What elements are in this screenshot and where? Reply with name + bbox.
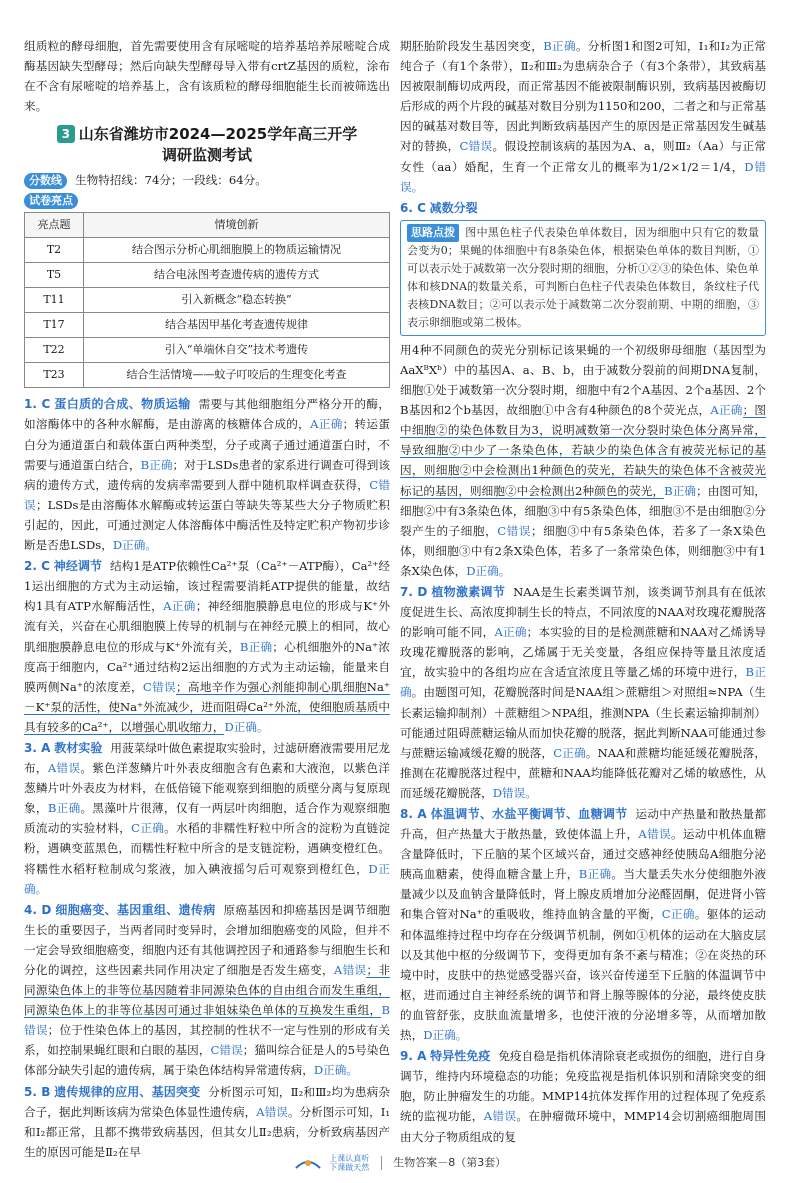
answer-6-heading — [400, 198, 766, 218]
table-row — [25, 238, 390, 263]
answer-text: 免疫自稳是指机体清除衰老或损伤的细胞，进行自身调节，维持内环境稳态的功能；免疫监视是指机体识别和清除突变的细胞，防止肿瘤发生的功能。MMP14抗体发挥作用的过程体现了免疫系统的监视功能， — [400, 1049, 766, 1124]
answer-topic: 蛋白质的合成、物质运输 — [54, 397, 191, 412]
answer-7 — [400, 582, 766, 803]
slogan-line-1: 上课认真听 — [329, 1154, 370, 1163]
answer-verdict: B正确 — [578, 867, 612, 882]
answer-verdict: B正确 — [400, 665, 766, 700]
page-label: 生物答案－8（第3套） — [393, 1156, 507, 1169]
answer-verdict: D正确。 — [313, 1063, 358, 1078]
answer-text: 期胚胎阶段发生基因突变， — [400, 39, 544, 53]
answer-5-continued — [400, 36, 766, 197]
answer-verdict: B正确 — [664, 483, 697, 498]
highlight-tag: 试卷亮点 — [24, 193, 78, 209]
answer-verdict: C正确 — [661, 907, 695, 922]
answer-number: 5. B — [24, 1084, 51, 1099]
answer-text: NAA是生长素类调节剂，该类调节剂具有在低浓度促进生长、高浓度抑制生长的特点，不同浓度的NAA对玫瑰花瓣脱落的影响可能不同， — [400, 584, 766, 640]
left-column — [24, 36, 390, 1163]
answer-text: ；猫叫综合征是人的5号染色体部分缺失引起的遗传病，属于染色体结构异常遗传病， — [24, 1043, 390, 1078]
answer-text: 。由题图可知，花瓣脱落时间是NAA组＞蔗糖组＞对照组≈NPA（生长素运输抑制剂）＋蔗糖组＞NPA组，推测NPA（生长素运输抑制剂）可能通过阻碍蔗糖运输从而加快花瓣的脱落，据此判断NAA可能通过参与蔗糖运输减缓花瓣的脱落， — [400, 685, 766, 760]
exam-heading — [24, 124, 390, 166]
answer-number: 7. D — [400, 584, 428, 599]
publisher-slogan — [329, 1154, 369, 1172]
table-cell: T17 — [25, 313, 84, 338]
answer-text: 。NAA和蔗糖均能延缓花瓣脱落，推测在花瓣脱落过程中，蔗糖和NAA均能降低花瓣对乙烯的敏感性，从而延缓花瓣脱落， — [400, 745, 766, 800]
intro-paragraph: 组质粒的酵母细胞，首先需要使用含有尿嘧啶的培养基培养尿嘧啶合成酶基因缺失型酵母；然后向缺失型酵母导入带有crtZ基因的质粒，涂布在不含有尿嘧啶的培养基上，含有该质粒的酵母细胞能生长而被筛选出来。 — [24, 39, 390, 114]
answer-verdict: A错误 — [333, 963, 367, 977]
answer-topic: 减数分裂 — [429, 200, 478, 215]
table-cell: T2 — [25, 238, 84, 263]
answer-verdict: A错误 — [483, 1109, 517, 1124]
answer-1 — [24, 394, 390, 555]
table-cell: T23 — [25, 363, 84, 388]
answer-topic: 神经调节 — [53, 559, 103, 574]
hint-text: 图中黑色柱子代表染色单体数目，因为细胞中只有它的数量会变为0；果蝇的体细胞中有8条染色体，根据染色单体的数目判断，①可以表示处于减数第一次分裂时期的细胞，分析①②③的染色体、染色单体和核DNA的数量关系，可判断白色柱子代表染色体数目，条纹柱子代表核DNA数目；②可以表示处于减数第二次分裂前期、中期的细胞，③表示卵细胞或第二极体。 — [407, 225, 759, 329]
exam-title-line-2: 调研监测考试 — [161, 146, 252, 165]
answer-text: 。水稻的非糯性籽粒中所含的淀粉为直链淀粉，遇碘变蓝黑色，而糯性籽粒中所含的是支链淀粉，遇碘变橙红色。将糯性水稻籽粒制成匀浆液，加入碘液摇匀后可观察到橙红色， — [24, 821, 390, 876]
answer-verdict: C正确 — [553, 745, 586, 760]
answer-verdict: D正确。 — [466, 563, 511, 578]
answer-text: ；对于LSDs患者的家系进行调查可得到该病的遗传方式，遗传病的发病率需要到人群中随机取样调查获得， — [24, 457, 390, 492]
table-row — [25, 313, 390, 338]
table-row — [25, 263, 390, 288]
table-row — [25, 363, 390, 388]
exam-number-badge: 3 — [57, 125, 75, 143]
answer-number: 6. C — [400, 200, 426, 215]
answer-text: ；本实验的目的是检测蔗糖和NAA对乙烯诱导玫瑰花瓣脱落的影响，乙烯属于无关变量，各组应保持等量且浓度适宜，故实验中的各组均应在含适宜浓度且等量乙烯的环境中进行， — [400, 625, 766, 680]
score-line — [24, 170, 390, 190]
answer-topic: 植物激素调节 — [431, 584, 506, 599]
answer-number: 1. C — [24, 397, 51, 412]
answer-number: 8. A — [400, 807, 427, 821]
answer-verdict: C错误 — [142, 679, 176, 694]
answer-topic: 体温调节、水盐平衡调节、血糖调节 — [430, 807, 628, 821]
answer-topic: 特异性免疫 — [430, 1049, 491, 1064]
table-header: 亮点题 — [25, 213, 84, 238]
answer-number: 2. C — [24, 559, 50, 574]
answer-verdict: A正确 — [310, 417, 343, 432]
answer-text: ；图中细胞②的染色体数目为3，说明减数第一次分裂时染色体分离异常，导致细胞②中少了一条染色体，若缺少的染色体含有被荧光标记的基因，则细胞②中会检测出1种颜色的荧光，若缺失的染色体不含被荧光标记的基因，则细胞②中会检测出2种颜色的荧光， — [400, 403, 766, 498]
answer-text: ；非同源染色体上的非等位基因随着非同源染色体的自由组合而发生重组，同源染色体上的非等位基因可通过非姐妹染色单体的互换发生重组， — [24, 963, 390, 1018]
answer-verdict: B错误 — [24, 1003, 390, 1038]
table-cell: T11 — [25, 288, 84, 313]
answer-verdict: A正确 — [163, 599, 196, 614]
footer-divider — [381, 1156, 382, 1170]
table-cell: 引入“单端休自交”技术考遗传 — [84, 338, 390, 363]
table-row — [25, 288, 390, 313]
page-footer — [0, 1154, 800, 1180]
answer-text: ；位于性染色体上的基因，其控制的性状不一定与性别的形成有关系，如控制果蝇红眼和白眼的基因， — [24, 1023, 390, 1058]
answer-verdict: C错误 — [459, 139, 493, 154]
answer-verdict: A错误 — [638, 827, 671, 842]
table-row — [25, 338, 390, 363]
answer-text: ；神经细胞膜静息电位的形成与K⁺外流有关，兴奋在心肌细胞膜上传导的机制与在神经元膜上的相同，故心肌细胞膜静息电位的形成与K⁺外流有关， — [24, 599, 390, 654]
answer-verdict: D错误。 — [400, 159, 766, 194]
answer-verdict: C错误 — [24, 477, 390, 512]
answer-text: 。假设控制该病的基因为A、a，则Ⅲ₂（Aa）与正常女性（aa）婚配，生育一个正常女儿的概率为1/2×1/2＝1/4， — [400, 139, 766, 174]
answer-text: 。分析图示可知，Ⅰ₁和Ⅰ₂都正常，且都不携带致病基因，但其女儿Ⅱ₂患病，分析致病基因产生的原因可能是Ⅱ₂在早 — [24, 1104, 390, 1159]
answer-verdict: C错误 — [210, 1043, 243, 1058]
answer-verdict: C正确 — [131, 821, 165, 836]
answer-verdict: A错误 — [47, 761, 81, 776]
answer-verdict: D错误。 — [492, 785, 537, 800]
answer-text: ；LSDs是由溶酶体水解酶或转运蛋白等缺失等某些大分子物质贮积引起的，因此，可通过测定人体溶酶体中酶活性及特定贮积产物初步诊断是否患LSDs， — [24, 497, 390, 553]
answer-text: 结构1是ATP依赖性Ca²⁺泵（Ca²⁺－ATP酶），Ca²⁺经1运出细胞的方式为主动运输，该过程需要消耗ATP提供的能量，故结构1具有ATP水解酶活性， — [24, 559, 390, 614]
answer-verdict: A错误 — [256, 1104, 288, 1119]
table-cell: 引入新概念“稳态转换” — [84, 288, 390, 313]
answer-text: ；细胞③中有5条染色体，若多了一条X染色体，则细胞③中有2条X染色体，若多了一条常染色体，则细胞③中有1条X染色体， — [400, 523, 766, 578]
table-cell: T22 — [25, 338, 84, 363]
answer-6 — [400, 340, 766, 581]
table-cell: T5 — [25, 263, 84, 288]
answer-number: 3. A — [24, 740, 51, 755]
exam-title-line-1: 山东省潍坊市2024—2025学年高三开学 — [78, 125, 358, 144]
table-header-row — [25, 213, 390, 238]
score-tag: 分数线 — [24, 173, 67, 189]
answer-text: ；转运蛋白分为通道蛋白和载体蛋白两种类型，分子或离子通过通道蛋白时，不需要与通道蛋白结合， — [24, 417, 390, 472]
answer-2 — [24, 556, 390, 737]
answer-verdict: C错误 — [497, 523, 531, 538]
answer-text: 。在肿瘤微环境中，MMP14会切割癌细胞周围由大分子物质组成的复 — [400, 1109, 766, 1144]
answer-verdict: B正确 — [140, 457, 173, 472]
answer-verdict: D正确。 — [423, 1028, 468, 1043]
answer-verdict: D正确。 — [112, 538, 157, 553]
answer-9 — [400, 1046, 766, 1146]
answer-5 — [24, 1082, 390, 1162]
table-cell: 结合生活情境——蚊子叮咬后的生理变化考查 — [84, 363, 390, 388]
answer-text: 需要与其他细胞组分严格分开的酶，如溶酶体中的各种水解酶，是由游离的核糖体合成的， — [24, 397, 390, 432]
answer-text: 原癌基因和抑癌基因是调节细胞生长的重要因子，当两者同时变异时，会增加细胞癌变的风险，但并不一定会导致细胞癌变，细胞内还有其他调控因子和通路参与细胞生长和分化的调控，这些因素共同作用决定了细胞是否发生癌变， — [24, 902, 391, 977]
answer-verdict: A正确 — [710, 403, 743, 418]
answer-4 — [24, 900, 390, 1081]
answer-text: 运动中产热量和散热量都升高，但产热量大于散热量，致使体温上升， — [400, 807, 767, 842]
answer-topic: 细胞癌变、基因重组、遗传病 — [55, 902, 216, 917]
answer-topic: 遗传规律的应用、基因突变 — [54, 1084, 201, 1099]
answer-text: 。运动中机体血糖含量降低时，下丘脑的某个区域兴奋，通过交感神经使胰岛A细胞分泌胰高血糖素，使得血糖含量上升， — [400, 827, 766, 882]
answer-number: 4. D — [24, 902, 52, 917]
answer-text: 用4种不同颜色的荧光分别标记该果蝇的一个初级卵母细胞（基因型为AaXᴮXᵇ）中的基因A、a、B、b，由于减数分裂前的间期DNA复制，细胞①处于减数第一次分裂时期，细胞中有2个A基因、2个a基因、2个B基因和2个b基因，故细胞①中含有4种颜色的8个荧光点， — [400, 342, 766, 418]
table-header: 情境创新 — [84, 213, 390, 238]
score-text: 生物特招线：74分；一段线：64分。 — [75, 173, 267, 188]
table-cell: 结合图示分析心肌细胞膜上的物质运输情况 — [84, 238, 390, 263]
answer-8 — [400, 804, 766, 1045]
answer-number: 9. A — [400, 1049, 427, 1064]
right-column — [400, 36, 766, 1148]
answer-verdict: B正确 — [239, 639, 273, 654]
answer-topic: 教材实验 — [54, 740, 103, 755]
answer-3 — [24, 738, 390, 899]
table-cell: 结合基因甲基化考查遗传规律 — [84, 313, 390, 338]
answer-verdict: D正确。 — [224, 719, 269, 734]
highlight-tag-line — [24, 190, 390, 210]
answer-verdict: B正确 — [543, 39, 576, 53]
hint-box — [400, 220, 766, 336]
answer-verdict: A正确 — [494, 625, 527, 640]
answer-text: 。紫色洋葱鳞片叶外表皮细胞含有色素和大液泡，以紫色洋葱鳞片叶外表皮为材料，在低倍镜下能观察到细胞的质壁分离与复原现象， — [24, 761, 390, 816]
answer-text: 。躯体的运动和体温维持过程中均存在分级调节机制，例如①机体的运动在大脑皮层以及其他中枢的分级调节下，变得更加有条不紊与精准；②在炎热的环境中时，皮肤中的热觉感受器兴奋，该兴奋传递至下丘脑的体温调节中枢，进而通过自主神经系统的调节和肾上腺等腺体的分泌，最终使皮肤的血管舒张，皮肤血流量增多，也使汗液的分泌增多等，从而增加散热， — [400, 907, 766, 1043]
answer-text: ；由图可知，细胞②中有3条染色体，细胞③中有5条染色体，细胞③不是由细胞②分裂产生的子细胞， — [400, 483, 766, 538]
answer-text: 分析图示可知，Ⅱ₂和Ⅲ₂均为患病杂合子，据此判断该病为常染色体显性遗传病， — [24, 1084, 390, 1119]
highlight-table — [24, 212, 390, 388]
answer-text: 用菠菜绿叶做色素提取实验时，过滤研磨液需要用尼龙布， — [24, 740, 390, 776]
answer-text: ；高地辛作为强心剂能抑制心肌细胞Na⁺－K⁺泵的活性，使Na⁺外流减少，进而阻碍Ca²⁺外流，使细胞质基质中具有较多的Ca²⁺，以增强心肌收缩力， — [24, 679, 390, 734]
hint-tag: 思路点拨 — [407, 224, 459, 242]
slogan-line-2: 下课做天然 — [329, 1163, 370, 1172]
answer-text: 。分析图1和图2可知，Ⅰ₁和Ⅰ₂为正常纯合子（有1个条带），Ⅱ₂和Ⅲ₂为患病杂合子（有3个条带），其致病基因被限制酶切成两段，而正常基因不能被限制酶识别，致病基因被酶切后形成的两个片段的碱基对数目分别为1150和200，二者之和与正常基因的碱基对数目等，因此判断致病基因产生的原因是正常基因发生碱基对的替换， — [400, 39, 766, 154]
answer-text: ；心机细胞外的Na⁺浓度高于细胞内，Ca²⁺通过结构2运出细胞的方式为主动运输，能量来自膜两侧Na⁺的浓度差， — [24, 639, 390, 694]
answer-verdict: D正确。 — [24, 861, 390, 896]
table-cell: 结合电泳图考查遗传病的遗传方式 — [84, 263, 390, 288]
answer-text: 。黑藻叶片很薄，仅有一两层叶肉细胞，适合作为观察细胞质流动的实验材料， — [24, 801, 390, 836]
publisher-logo-icon — [294, 1154, 322, 1172]
answer-verdict: B正确 — [47, 801, 81, 816]
answer-text: 。当大量丢失水分使细胞外液量减少以及血钠含量降低时，肾上腺皮质增加分泌醛固酮，促进肾小管和集合管对Na⁺的重吸收，维持血钠含量的平衡， — [400, 867, 766, 922]
